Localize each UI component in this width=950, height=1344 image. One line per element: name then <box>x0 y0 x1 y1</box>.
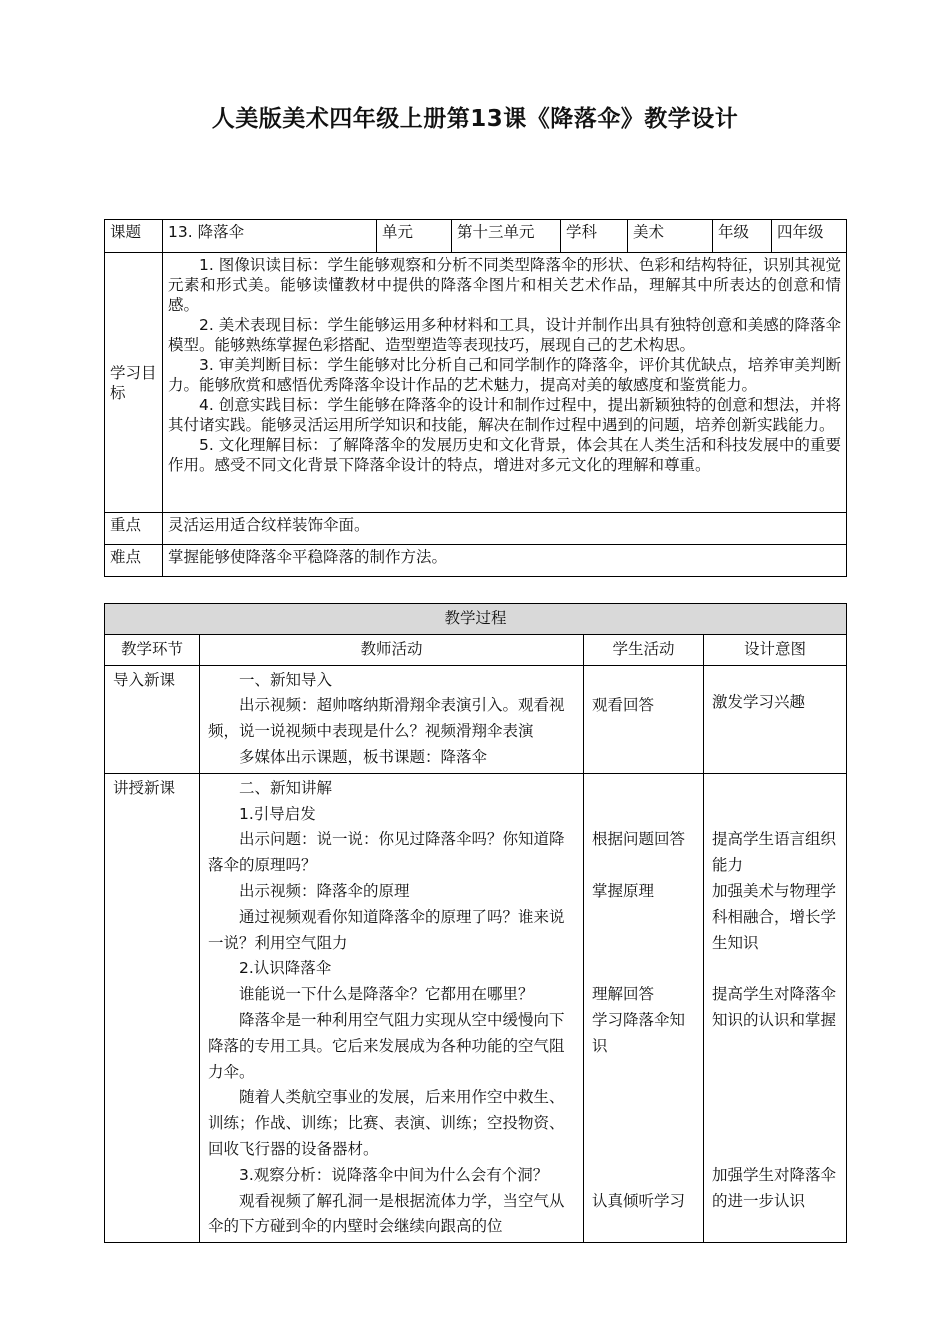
intro-teacher <box>200 665 584 773</box>
lecture-stage: 讲授新课 <box>105 773 200 1242</box>
design-intent: 加强学生对降落伞的进一步认识 <box>712 1165 837 1210</box>
objectives-content <box>163 253 847 513</box>
design-intent: 提高学生对降落伞知识的认识和掌握 <box>712 985 837 1029</box>
objective-item: 2. 美术表现目标：学生能够运用多种材料和工具，设计并制作出具有独特创意和美感的降落伞模型。能够熟练掌握色彩搭配、造型塑造等表现技巧，展现自己的艺术构思。 <box>168 316 841 354</box>
teacher-line: 2.认识降落伞 <box>239 959 332 978</box>
lecture-row <box>105 773 847 1242</box>
objectives-row <box>105 253 847 513</box>
document-title: 人美版美术四年级上册第13课《降落伞》教学设计 <box>211 106 739 132</box>
student-activity: 掌握原理 <box>592 881 655 900</box>
objective-item: 4. 创意实践目标：学生能够在降落伞的设计和制作过程中，提出新颖独特的创意和想法，并将其付诸实践。能够灵活运用所学知识和技能，解决在制作过程中遇到的问题，培养创新实践能力。 <box>168 396 841 434</box>
objective-item: 1. 图像识读目标：学生能够观察和分析不同类型降落伞的形状、色彩和结构特征，识别其视觉元素和形式美。能够读懂教材中提供的降落伞图片和相关艺术作品，理解其中所表达的创意和情感。 <box>168 256 841 314</box>
lecture-intent <box>704 773 847 1242</box>
teacher-line: 一、新知导入 <box>239 670 333 689</box>
process-header-row <box>105 634 847 665</box>
teacher-line: 出示视频：降落伞的原理 <box>239 881 410 900</box>
lecture-student <box>584 773 704 1242</box>
grade-value: 四年级 <box>772 220 847 253</box>
intro-intent <box>704 665 847 773</box>
teacher-line: 随着人类航空事业的发展，后来用作空中救生、训练；作战、训练；比赛、表演、训练；空投物资、回收飞行器的设备器材。 <box>208 1088 565 1158</box>
intro-stage: 导入新课 <box>105 665 200 773</box>
teacher-line: 降落伞是一种利用空气阻力实现从空中缓慢向下降落的专用工具。它后来发展成为各种功能的空气阻力伞。 <box>208 1010 565 1081</box>
student-activity: 观看回答 <box>592 695 655 714</box>
grade-label: 年级 <box>713 220 772 253</box>
unit-value: 第十三单元 <box>452 220 561 253</box>
design-intent: 激发学习兴趣 <box>712 692 806 711</box>
intro-row <box>105 665 847 773</box>
header-intent: 设计意图 <box>704 634 847 665</box>
topic-value: 13. 降落伞 <box>163 220 377 253</box>
lesson-info-table <box>104 219 847 577</box>
teacher-line: 二、新知讲解 <box>239 778 333 797</box>
teacher-line: 多媒体出示课题，板书课题：降落伞 <box>239 747 488 766</box>
topic-label: 课题 <box>105 220 163 253</box>
teaching-process-table <box>104 603 847 1243</box>
header-student: 学生活动 <box>584 634 704 665</box>
key-point-value: 灵活运用适合纹样装饰伞面。 <box>163 513 847 545</box>
design-intent: 加强美术与物理学科相融合，增长学生知识 <box>712 881 837 952</box>
subject-value: 美术 <box>628 220 713 253</box>
key-point-row <box>105 513 847 545</box>
student-activity: 学习降落伞知识 <box>592 1010 686 1055</box>
intro-student <box>584 665 704 773</box>
student-activity: 认真倾听学习 <box>592 1191 686 1210</box>
unit-label: 单元 <box>377 220 452 253</box>
header-stage: 教学环节 <box>105 634 200 665</box>
objective-item: 3. 审美判断目标：学生能够对比分析自己和同学制作的降落伞，评价其优缺点，培养审美判断力。能够欣赏和感悟优秀降落伞设计作品的艺术魅力，提高对美的敏感度和鉴赏能力。 <box>168 356 841 394</box>
teacher-line: 出示视频：超帅喀纳斯滑翔伞表演引入。观看视频，说一说视频中表现是什么？视频滑翔伞表演 <box>208 696 565 741</box>
lecture-teacher <box>200 773 584 1242</box>
teacher-line: 通过视频观看你知道降落伞的原理了吗？谁来说一说？利用空气阻力 <box>208 907 565 952</box>
info-row <box>105 220 847 253</box>
teacher-line: 出示问题：说一说：你见过降落伞吗？你知道降落伞的原理吗？ <box>208 830 565 875</box>
subject-label: 学科 <box>561 220 628 253</box>
teacher-line: 3.观察分析：说降落伞中间为什么会有个洞？ <box>239 1165 549 1184</box>
teacher-line: 1.引导启发 <box>239 804 316 823</box>
objective-item: 5. 文化理解目标：了解降落伞的发展历史和文化背景，体会其在人类生活和科技发展中的重要作用。感受不同文化背景下降落伞设计的特点，增进对多元文化的理解和尊重。 <box>168 436 841 474</box>
design-intent: 提高学生语言组织能力 <box>712 830 837 875</box>
header-teacher: 教师活动 <box>200 634 584 665</box>
objectives-label: 学习目标 <box>105 253 163 513</box>
teacher-line: 谁能说一下什么是降落伞？它都用在哪里？ <box>239 985 534 1004</box>
difficulty-label: 难点 <box>105 545 163 577</box>
key-point-label: 重点 <box>105 513 163 545</box>
difficulty-value: 掌握能够使降落伞平稳降落的制作方法。 <box>163 545 847 577</box>
student-activity: 理解回答 <box>592 985 655 1004</box>
student-activity: 根据问题回答 <box>592 830 686 849</box>
process-title: 教学过程 <box>105 604 847 635</box>
process-title-row <box>105 604 847 635</box>
difficulty-row <box>105 545 847 577</box>
teacher-line: 观看视频了解孔洞一是根据流体力学，当空气从伞的下方碰到伞的内壁时会继续向跟高的位 <box>208 1191 565 1236</box>
